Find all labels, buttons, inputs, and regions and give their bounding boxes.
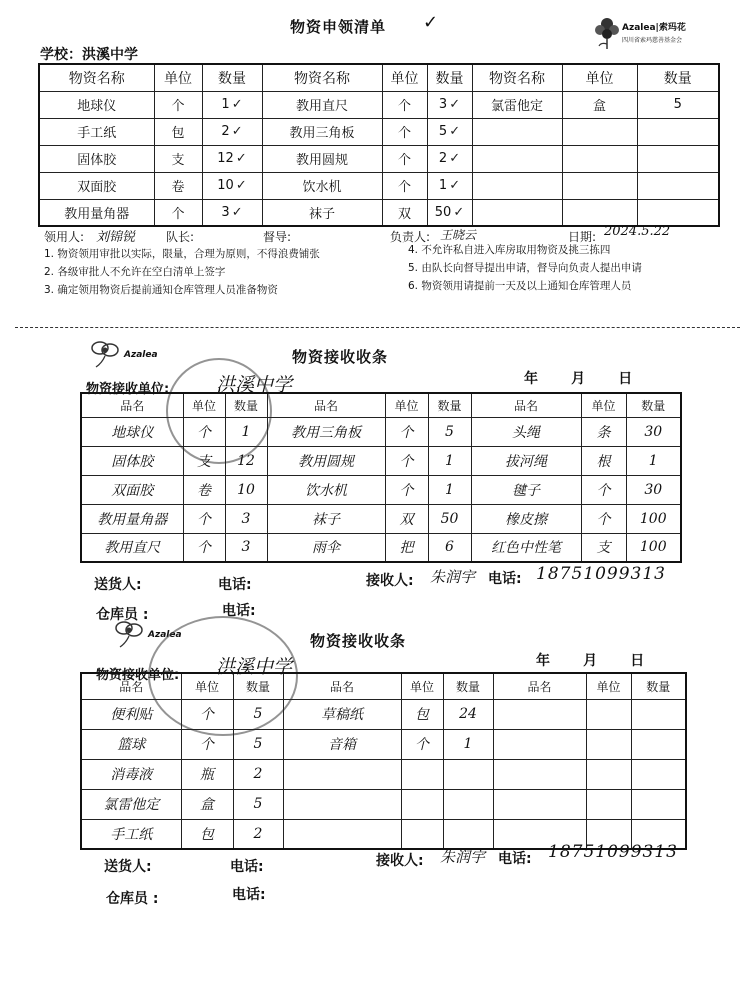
item-unit: 支	[581, 533, 626, 562]
item-qty: 12	[225, 446, 267, 475]
header-cell: 单位	[581, 393, 626, 417]
item-unit	[586, 789, 631, 819]
warehouse-phone-label: 电话:	[232, 887, 266, 903]
item-unit: 个	[183, 533, 225, 562]
receiver-label: 领用人:	[44, 230, 85, 244]
date-day: 日	[630, 653, 645, 669]
receiver-phone-label: 电话:	[498, 851, 532, 867]
item-name	[472, 118, 562, 145]
header-cell: 数量	[225, 393, 267, 417]
logo-brand-text: Azalea|索玛花	[622, 23, 686, 33]
item-qty: 50 ✓	[427, 199, 472, 226]
header-cell: 数量	[233, 673, 283, 699]
date-value: 2024.5.22	[604, 224, 671, 239]
item-unit: 双	[385, 504, 428, 533]
azalea-flower-icon	[112, 618, 146, 650]
date-month: 月	[583, 653, 598, 669]
item-unit	[586, 699, 631, 729]
receipt2-table	[80, 672, 687, 850]
note-4: 4. 不允许私自进入库房取用物资及挑三拣四	[408, 244, 611, 256]
item-qty: 24	[443, 699, 493, 729]
item-name	[493, 789, 586, 819]
table-row	[81, 533, 681, 562]
item-qty: 50	[428, 504, 471, 533]
receipt1-unit-label: 物资接收单位:	[86, 382, 170, 397]
header-cell: 数量	[427, 64, 472, 91]
table-row	[81, 475, 681, 504]
header-cell: 单位	[183, 393, 225, 417]
date-day: 日	[618, 371, 633, 387]
item-unit: 个	[154, 91, 202, 118]
check-mark-icon: ✓	[231, 204, 243, 220]
item-qty: 1 ✓	[202, 91, 262, 118]
item-unit: 个	[382, 172, 427, 199]
item-qty: 10	[225, 475, 267, 504]
table-row	[81, 417, 681, 446]
receipt1-title: 物资接收收条	[292, 348, 389, 366]
item-qty: 3 ✓	[427, 91, 472, 118]
item-name: 地球仪	[81, 417, 183, 446]
item-name: 头绳	[471, 417, 581, 446]
item-qty: 1	[428, 446, 471, 475]
item-unit: 包	[181, 819, 233, 849]
item-name: 雨伞	[267, 533, 385, 562]
item-qty: 5	[233, 729, 283, 759]
receipt2-title: 物资接收收条	[310, 632, 407, 650]
item-unit: 个	[581, 504, 626, 533]
receiver-signature: 刘锦锐	[96, 230, 136, 245]
receiver-signature: 朱润宇	[440, 848, 486, 866]
deliverer-phone-label: 电话:	[230, 859, 264, 875]
item-name: 草稿纸	[283, 699, 401, 729]
table-row	[81, 504, 681, 533]
receipt1-unit-value: 洪溪中学	[216, 374, 293, 396]
warehouse-label: 仓库员 :	[106, 891, 159, 907]
azalea-flower-icon	[592, 16, 622, 50]
header-cell: 品名	[267, 393, 385, 417]
item-name: 篮球	[81, 729, 181, 759]
item-name: 教用圆规	[267, 446, 385, 475]
item-qty: 5	[233, 789, 283, 819]
table-row	[39, 91, 719, 118]
table-row	[39, 172, 719, 199]
item-name: 教用直尺	[81, 533, 183, 562]
item-unit	[586, 729, 631, 759]
item-name: 教用圆规	[262, 145, 382, 172]
item-unit: 包	[401, 699, 443, 729]
item-name: 袜子	[262, 199, 382, 226]
date-month: 月	[571, 371, 586, 387]
item-name: 固体胶	[81, 446, 183, 475]
school-label: 学校：洪溪中学	[40, 47, 138, 63]
header-cell: 物资名称	[262, 64, 382, 91]
header-cell: 单位	[401, 673, 443, 699]
item-name: 手工纸	[81, 819, 181, 849]
requisition-header-row	[39, 64, 719, 91]
note-1: 1. 物资领用审批以实际，限量，合理为原则，不得浪费铺张	[44, 248, 320, 260]
date-year: 年	[536, 653, 550, 669]
receipt2-unit-label: 物资接收单位:	[96, 668, 180, 683]
item-unit: 个	[385, 475, 428, 504]
item-unit	[401, 759, 443, 789]
warehouse-phone-label: 电话:	[222, 603, 256, 619]
logo-subtitle: 四川省索玛慈善基金会	[622, 37, 683, 44]
item-unit: 个	[382, 91, 427, 118]
item-name	[283, 789, 401, 819]
date-year: 年	[524, 371, 538, 387]
header-cell: 数量	[631, 673, 686, 699]
table-row	[81, 789, 686, 819]
manager-signature: 王晓云	[440, 228, 477, 242]
item-unit: 把	[385, 533, 428, 562]
item-qty: 1	[428, 475, 471, 504]
item-qty: 2	[233, 759, 283, 789]
item-qty: 5 ✓	[427, 118, 472, 145]
item-qty	[637, 118, 719, 145]
item-qty	[637, 145, 719, 172]
table-row	[39, 199, 719, 226]
note-6: 6. 物资领用请提前一天及以上通知仓库管理人员	[408, 280, 632, 292]
header-cell: 数量	[637, 64, 719, 91]
item-qty	[637, 172, 719, 199]
item-name: 氯雷他定	[472, 91, 562, 118]
captain-label: 队长:	[166, 230, 195, 244]
header-cell: 单位	[586, 673, 631, 699]
item-name: 拔河绳	[471, 446, 581, 475]
supervisor-label: 督导:	[263, 230, 292, 244]
header-cell: 数量	[443, 673, 493, 699]
item-qty: 5	[428, 417, 471, 446]
receipt2-unit-value: 洪溪中学	[216, 656, 293, 678]
item-unit: 个	[385, 417, 428, 446]
item-qty: 30	[626, 475, 681, 504]
item-unit	[586, 759, 631, 789]
receiver-signature: 朱润宇	[430, 568, 476, 586]
item-qty	[631, 789, 686, 819]
azalea-logo	[88, 338, 178, 372]
header-cell: 单位	[385, 393, 428, 417]
item-qty	[631, 729, 686, 759]
header-cell: 物资名称	[472, 64, 562, 91]
item-unit: 个	[154, 199, 202, 226]
item-name: 地球仪	[39, 91, 154, 118]
item-unit: 个	[385, 446, 428, 475]
item-name: 饮水机	[267, 475, 385, 504]
item-name: 红色中性笔	[471, 533, 581, 562]
item-name: 袜子	[267, 504, 385, 533]
item-name	[493, 759, 586, 789]
item-unit	[562, 145, 637, 172]
item-unit: 个	[181, 729, 233, 759]
item-name	[472, 199, 562, 226]
item-qty: 3	[225, 533, 267, 562]
item-unit: 支	[183, 446, 225, 475]
item-name: 教用量角器	[39, 199, 154, 226]
item-qty: 1	[443, 729, 493, 759]
note-5: 5. 由队长向督导提出申请，督导向负责人提出申请	[408, 262, 642, 274]
item-name: 毽子	[471, 475, 581, 504]
item-unit	[562, 199, 637, 226]
header-cell: 数量	[202, 64, 262, 91]
note-2: 2. 各级审批人不允许在空白清单上签字	[44, 266, 226, 278]
deliverer-label: 送货人:	[94, 577, 142, 593]
item-qty: 10 ✓	[202, 172, 262, 199]
item-qty: 5	[637, 91, 719, 118]
requisition-title: 物资申领清单	[290, 18, 387, 36]
item-unit: 个	[181, 699, 233, 729]
item-unit: 个	[581, 475, 626, 504]
header-cell: 品名	[81, 393, 183, 417]
date-label: 日期:	[568, 230, 597, 244]
item-qty: 30	[626, 417, 681, 446]
check-mark-icon: ✓	[449, 178, 461, 193]
item-qty: 2 ✓	[427, 145, 472, 172]
item-qty: 3 ✓	[202, 199, 262, 226]
item-name: 音箱	[283, 729, 401, 759]
check-mark-icon: ✓	[231, 124, 243, 139]
receiver-label: 接收人:	[376, 853, 424, 869]
item-qty	[443, 789, 493, 819]
item-name: 饮水机	[262, 172, 382, 199]
item-unit: 盒	[181, 789, 233, 819]
item-qty	[443, 759, 493, 789]
item-qty	[631, 759, 686, 789]
item-name: 教用直尺	[262, 91, 382, 118]
table-row	[39, 118, 719, 145]
item-name: 便利贴	[81, 699, 181, 729]
check-mark-icon: ✓	[453, 204, 465, 220]
item-qty: 1	[225, 417, 267, 446]
item-unit: 双	[382, 199, 427, 226]
check-mark-icon: ✓	[449, 97, 461, 112]
check-mark-icon: ✓	[235, 178, 247, 193]
item-name: 消毒液	[81, 759, 181, 789]
check-mark-icon: ✓	[231, 97, 243, 112]
item-name: 双面胶	[39, 172, 154, 199]
item-qty	[631, 699, 686, 729]
item-unit: 卷	[154, 172, 202, 199]
azalea-flower-icon	[88, 338, 122, 370]
item-name: 双面胶	[81, 475, 183, 504]
item-name	[283, 819, 401, 849]
item-name: 教用三角板	[262, 118, 382, 145]
item-unit	[562, 118, 637, 145]
item-qty: 12 ✓	[202, 145, 262, 172]
table-row	[81, 446, 681, 475]
header-cell: 品名	[81, 673, 181, 699]
item-name	[472, 145, 562, 172]
item-name	[472, 172, 562, 199]
item-qty	[443, 819, 493, 849]
logo-brand-text: Azalea	[124, 350, 158, 360]
item-qty: 100	[626, 533, 681, 562]
item-name	[283, 759, 401, 789]
item-unit	[562, 172, 637, 199]
item-unit: 个	[183, 417, 225, 446]
item-unit: 个	[382, 118, 427, 145]
item-name: 橡皮擦	[471, 504, 581, 533]
receipt1-date	[524, 368, 632, 388]
requisition-table	[38, 63, 720, 227]
receipt2-header-row	[81, 673, 686, 699]
table-row	[39, 145, 719, 172]
header-cell: 数量	[626, 393, 681, 417]
item-name	[493, 729, 586, 759]
item-qty: 3	[225, 504, 267, 533]
header-cell: 数量	[428, 393, 471, 417]
item-unit: 条	[581, 417, 626, 446]
header-cell: 单位	[562, 64, 637, 91]
receipt1-header-row	[81, 393, 681, 417]
receipt2-date	[536, 650, 644, 670]
deliverer-label: 送货人:	[104, 859, 152, 875]
item-qty: 1	[626, 446, 681, 475]
receiver-phone-label: 电话:	[488, 571, 522, 587]
item-name: 教用量角器	[81, 504, 183, 533]
header-cell: 品名	[493, 673, 586, 699]
item-unit: 根	[581, 446, 626, 475]
item-name: 氯雷他定	[81, 789, 181, 819]
item-name	[493, 699, 586, 729]
header-cell: 单位	[181, 673, 233, 699]
deliverer-phone-label: 电话:	[218, 577, 252, 593]
receiver-phone: 18751099313	[548, 842, 678, 862]
check-mark-icon: ✓	[235, 151, 247, 166]
item-name: 手工纸	[39, 118, 154, 145]
note-3: 3. 确定领用物资后提前通知仓库管理人员准备物资	[44, 284, 278, 296]
header-cell: 单位	[154, 64, 202, 91]
check-mark-icon: ✓	[449, 151, 461, 166]
item-qty: 6	[428, 533, 471, 562]
azalea-logo	[592, 16, 722, 52]
header-cell: 单位	[382, 64, 427, 91]
header-cell: 品名	[471, 393, 581, 417]
item-unit	[401, 819, 443, 849]
item-unit	[401, 789, 443, 819]
manager-label: 负责人:	[390, 230, 431, 244]
item-qty: 5	[233, 699, 283, 729]
item-unit: 包	[154, 118, 202, 145]
tear-line	[15, 327, 740, 328]
receipt1-table	[80, 392, 682, 563]
warehouse-label: 仓库员 :	[96, 607, 149, 623]
item-unit: 个	[401, 729, 443, 759]
table-row	[81, 729, 686, 759]
title-check-mark: ✓	[423, 12, 439, 33]
item-unit: 个	[183, 504, 225, 533]
item-qty: 2 ✓	[202, 118, 262, 145]
item-unit: 支	[154, 145, 202, 172]
item-name: 教用三角板	[267, 417, 385, 446]
item-unit: 盒	[562, 91, 637, 118]
item-qty	[637, 199, 719, 226]
receiver-label: 接收人:	[366, 573, 414, 589]
check-mark-icon: ✓	[449, 124, 461, 139]
header-cell: 物资名称	[39, 64, 154, 91]
item-unit: 个	[382, 145, 427, 172]
item-unit: 瓶	[181, 759, 233, 789]
table-row	[81, 699, 686, 729]
receiver-phone: 18751099313	[536, 564, 666, 584]
item-unit: 卷	[183, 475, 225, 504]
logo-brand-text: Azalea	[148, 630, 182, 640]
header-cell: 品名	[283, 673, 401, 699]
item-qty: 100	[626, 504, 681, 533]
table-row	[81, 759, 686, 789]
item-name: 固体胶	[39, 145, 154, 172]
item-qty: 1 ✓	[427, 172, 472, 199]
item-qty: 2	[233, 819, 283, 849]
